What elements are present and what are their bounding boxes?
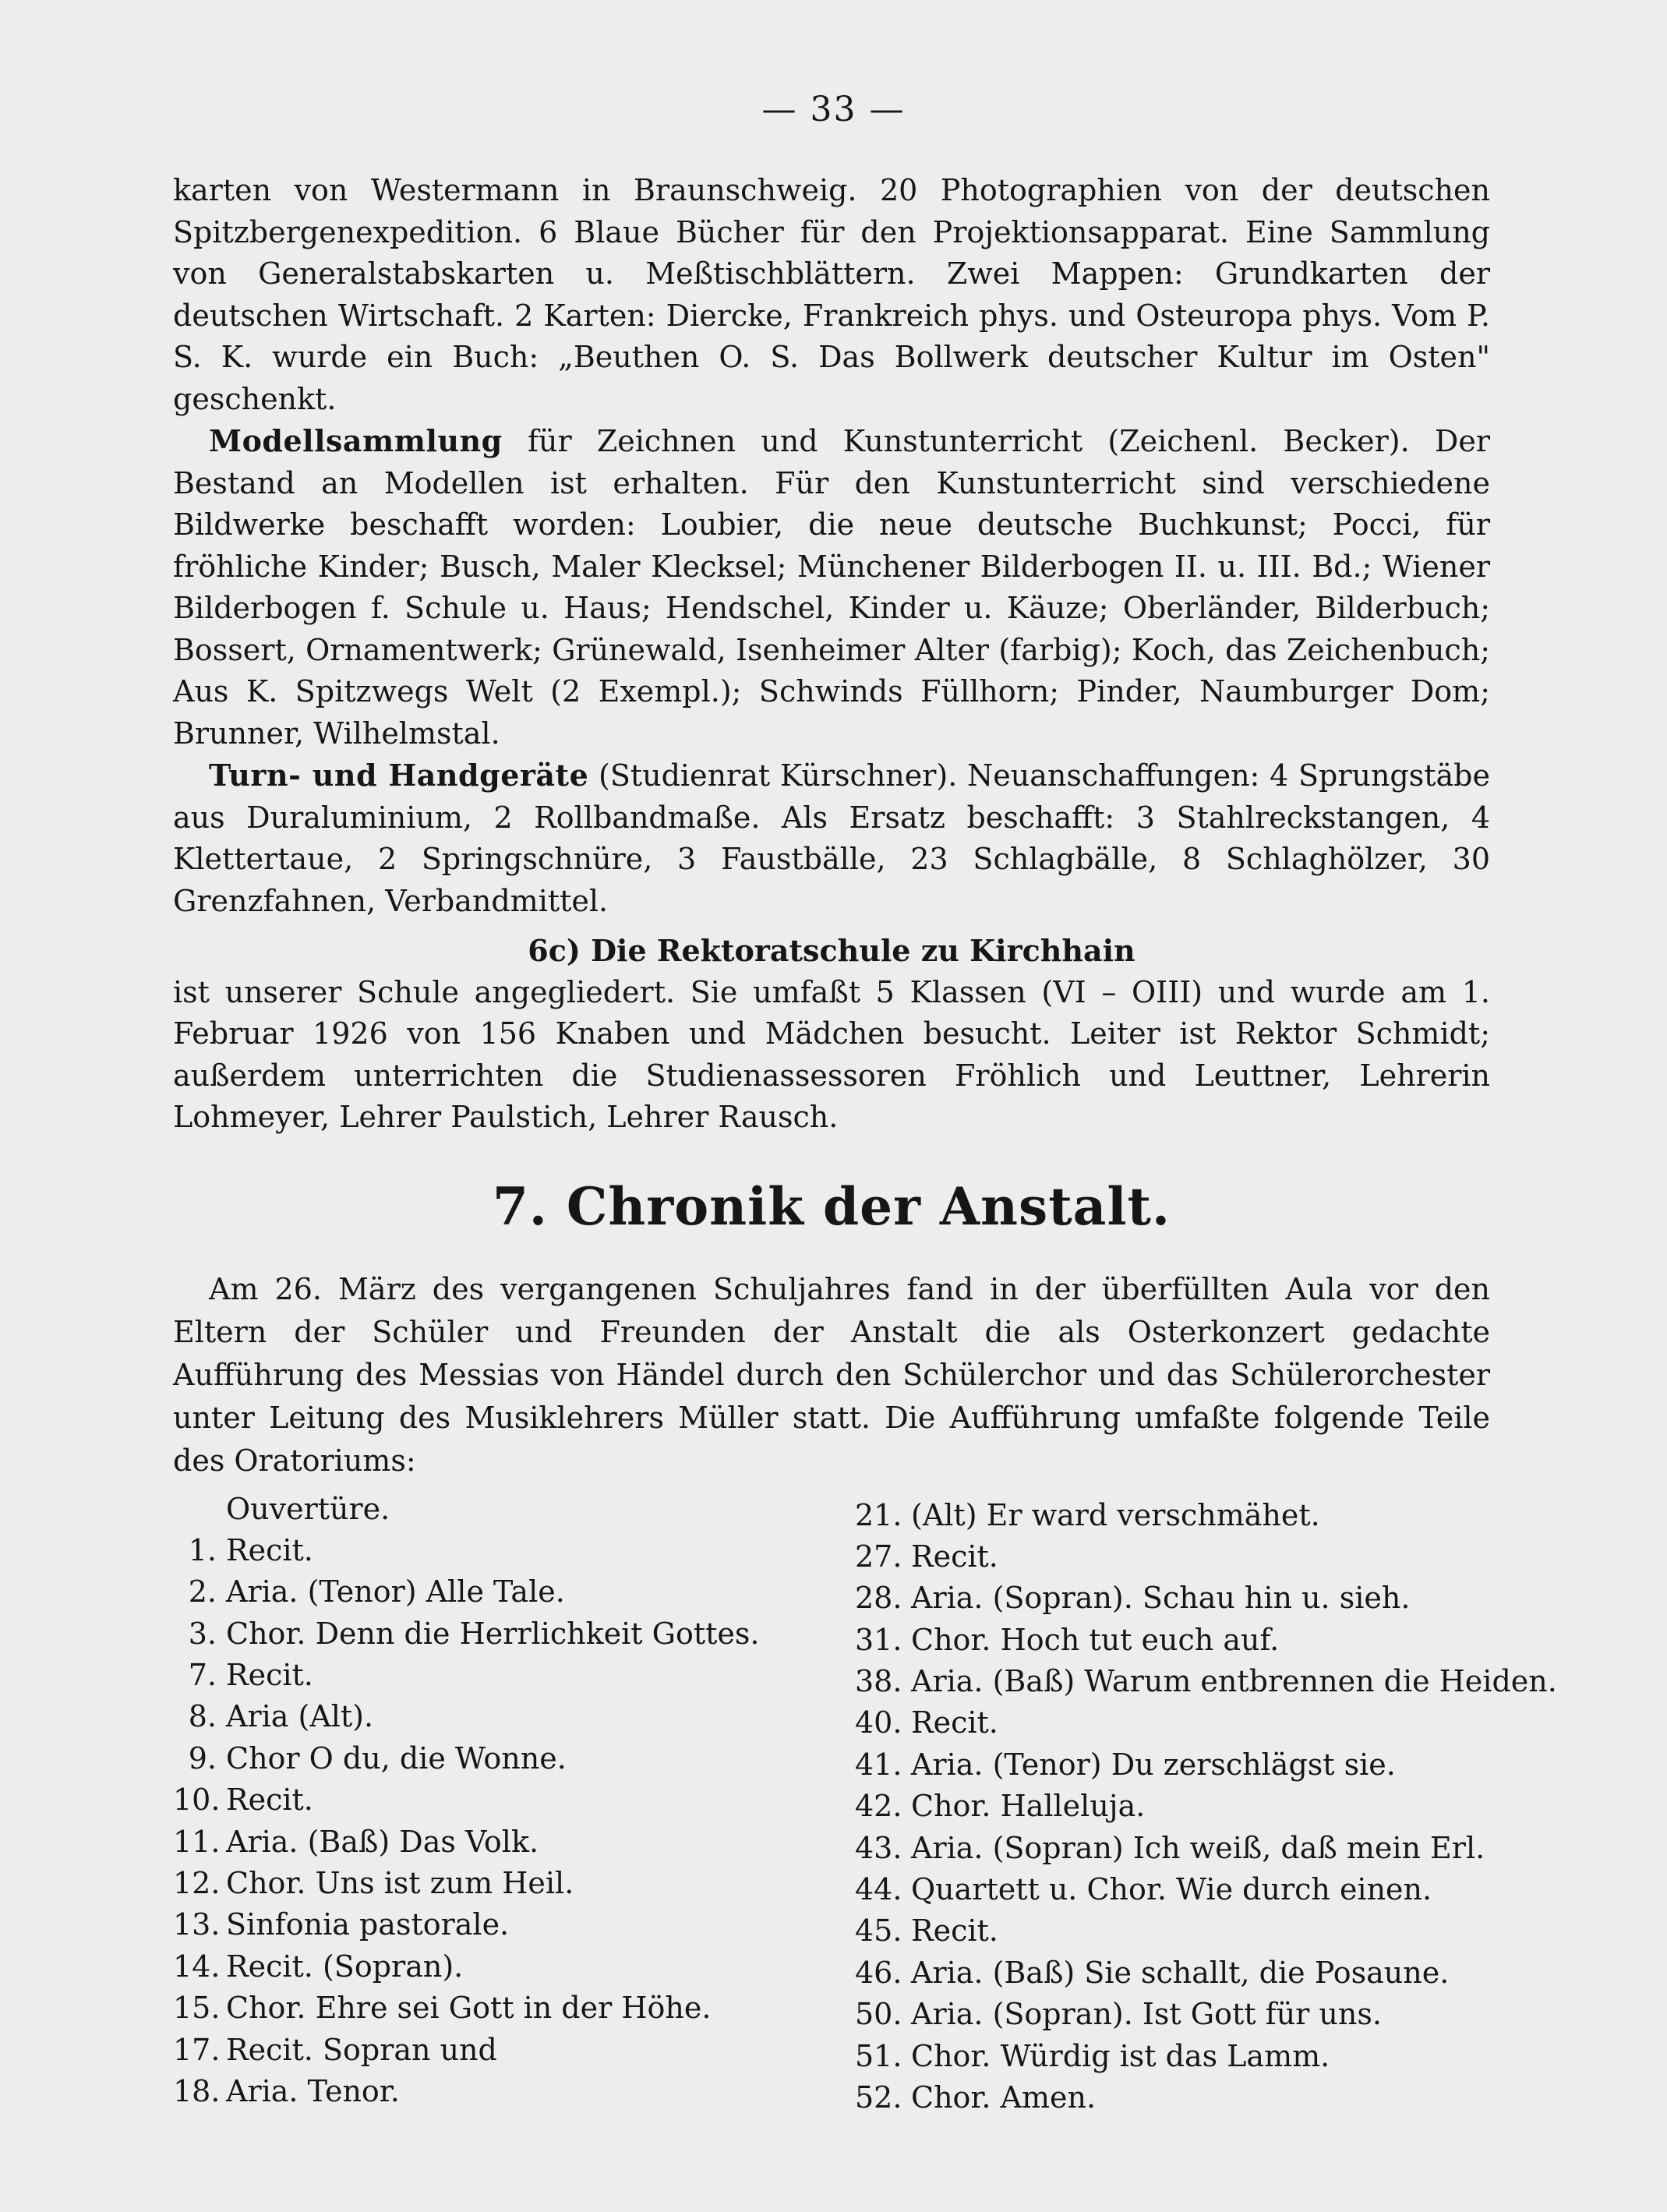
oratorio-item xyxy=(173,1779,851,1821)
oratorio-item-number: 28. xyxy=(855,1581,902,1616)
oratorio-item-number: 17. xyxy=(173,2032,221,2067)
oratorio-item xyxy=(855,1620,1502,1661)
oratorio-item-number: 18. xyxy=(173,2073,221,2108)
oratorio-item-text: Ouvertüre. xyxy=(226,1491,390,1526)
oratorio-item xyxy=(173,1863,851,1904)
oratorio-item-number: 45. xyxy=(855,1913,902,1949)
oratorio-item xyxy=(855,1910,1502,1952)
oratorio-item xyxy=(855,1952,1502,1994)
oratorio-item xyxy=(173,1946,851,1988)
oratorio-item-number: 7. xyxy=(188,1658,217,1693)
oratorio-item-text: Recit. (Sopran). xyxy=(226,1949,464,1984)
oratorio-item xyxy=(855,1744,1502,1786)
oratorio-item-text: Quartett u. Chor. Wie durch einen. xyxy=(911,1872,1432,1907)
oratorio-item xyxy=(855,1702,1502,1744)
oratorio-item-text: Aria. (Tenor) Alle Tale. xyxy=(226,1574,565,1610)
oratorio-item xyxy=(173,2071,851,2112)
oratorio-item xyxy=(173,1696,851,1737)
oratorio-item-text: Chor. Halleluja. xyxy=(911,1789,1146,1824)
oratorio-item-text: Chor. Uns ist zum Heil. xyxy=(226,1866,574,1901)
oratorio-item xyxy=(855,1661,1557,1702)
oratorio-item xyxy=(173,2030,851,2071)
turngeraete-text: (Studienrat Kürschner). Neuanschaffungen: 4 Sprungstäbe aus Duraluminium, 2 Rollbandmaße. Als Ersatz beschafft: 3 Stahlreckstangen, 4 Klettertaue, 2 Springschnüre, 3 Faustbälle, 23 Schlagbälle, 8 Schlaghölzer, 30 Grenzfahnen, Verbandmittel. xyxy=(173,758,1491,918)
oratorio-item-text: Recit. xyxy=(911,1913,998,1949)
oratorio-item-number: 9. xyxy=(188,1740,217,1776)
oratorio-item-text: Recit. xyxy=(226,1532,313,1567)
oratorio-item-text: Aria. (Sopran). Schau hin u. sieh. xyxy=(911,1581,1411,1616)
oratorio-item xyxy=(855,2077,1502,2118)
oratorio-item xyxy=(173,1904,851,1945)
paragraph-maps: karten von Westermann in Braunschweig. 20 Photographien von der deutschen Spitzbergenexpedition. 6 Blaue Bücher für den Projektionsapparat. Eine Sammlung von Generalstabskarten u. Meßtischblättern. Zwei Mappen: Grundkarten der deutschen Wirtschaft. 2 Karten: Diercke, Frankreich phys. und Osteuropa phys. Vom P. S. K. wurde ein Buch: „Beuthen O. S. Das Bollwerk deutscher Kultur im Osten" geschenkt. xyxy=(173,173,1490,416)
oratorio-item-number: 38. xyxy=(855,1664,902,1699)
oratorio-item-number: 1. xyxy=(188,1532,217,1567)
oratorio-item-text: Recit. xyxy=(226,1783,313,1818)
oratorio-item xyxy=(173,1489,851,1530)
oratorio-item-text: Aria. (Sopran). Ist Gott für uns. xyxy=(911,1997,1382,2032)
oratorio-item-number: 12. xyxy=(173,1866,221,1901)
oratorio-item-number: 13. xyxy=(173,1907,221,1942)
oratorio-item-text: (Alt) Er ward verschmähet. xyxy=(911,1497,1320,1532)
oratorio-item-number: 51. xyxy=(855,2038,902,2073)
oratorio-item xyxy=(173,1571,851,1613)
oratorio-item-text: Recit. xyxy=(226,1658,313,1693)
oratorio-item-number: 8. xyxy=(188,1699,217,1734)
oratorio-item-text: Aria (Alt). xyxy=(226,1699,374,1734)
paragraph-turngeraete xyxy=(173,754,1490,922)
oratorio-item-number: 43. xyxy=(855,1830,902,1865)
oratorio-list-left-column xyxy=(173,1489,851,2113)
oratorio-item-number: 42. xyxy=(855,1789,902,1824)
oratorio-item-text: Sinfonia pastorale. xyxy=(226,1907,510,1942)
oratorio-item-number: 10. xyxy=(173,1783,221,1818)
oratorio-item xyxy=(855,1495,1502,1536)
oratorio-list xyxy=(173,1489,1557,2115)
oratorio-item xyxy=(173,1988,851,2029)
paragraph-chronik-intro: Am 26. März des vergangenen Schuljahres fand in der überfüllten Aula vor den Eltern der Schüler und Freunden der Anstalt die als Osterkonzert gedachte Aufführung des Messias von Händel durch den Schülerchor und das Schülerorchester unter Leitung des Musiklehrers Müller statt. Die Aufführung umfaßte folgende Teile des Oratoriums: xyxy=(173,1271,1490,1478)
oratorio-item xyxy=(173,1613,851,1655)
oratorio-item xyxy=(855,1536,1502,1578)
oratorio-item-text: Aria. (Baß) Das Volk. xyxy=(226,1824,539,1859)
page-content xyxy=(173,170,1557,2115)
oratorio-item xyxy=(855,1994,1502,2035)
oratorio-list-right-column xyxy=(855,1495,1557,2119)
page-number: — 33 — xyxy=(761,90,906,129)
oratorio-item xyxy=(173,1738,851,1779)
turngeraete-heading: Turn- und Handgeräte xyxy=(209,758,589,793)
oratorio-item xyxy=(173,1822,851,1863)
oratorio-item-number: 14. xyxy=(173,1949,221,1984)
oratorio-item-text: Aria. (Baß) Sie schallt, die Posaune. xyxy=(911,1955,1450,1990)
oratorio-item-number: 46. xyxy=(855,1955,902,1990)
oratorio-item-text: Chor. Denn die Herrlichkeit Gottes. xyxy=(226,1616,760,1651)
oratorio-item-number: 11. xyxy=(173,1824,221,1859)
oratorio-item-number: 21. xyxy=(855,1497,902,1532)
oratorio-item xyxy=(855,1578,1502,1619)
modellsammlung-text: für Zeichnen und Kunstunterricht (Zeichenl. Becker). Der Bestand an Modellen ist erhalten. Für den Kunstunterricht sind verschiedene Bildwerke beschafft worden: Loubier, die neue deutsche Buchkunst; Pocci, für fröhliche Kinder; Busch, Maler Klecksel; Münchener Bilderbogen II. u. III. Bd.; Wiener Bilderbogen f. Schule u. Haus; Hendschel, Kinder u. Käuze; Oberländer, Bilderbuch; Bossert, Ornamentwerk; Grünewald, Isenheimer Alter (farbig); Koch, das Zeichenbuch; Aus K. Spitzwegs Welt (2 Exempl.); Schwinds Füllhorn; Pinder, Naumburger Dom; Brunner, Wilhelmstal. xyxy=(173,424,1490,751)
oratorio-item-text: Aria. (Sopran) Ich weiß, daß mein Erl. xyxy=(911,1830,1485,1865)
oratorio-item xyxy=(855,1828,1502,1869)
oratorio-item-text: Chor. Würdig ist das Lamm. xyxy=(911,2038,1330,2073)
paragraph-modellsammlung xyxy=(173,420,1490,754)
oratorio-item-number: 31. xyxy=(855,1622,902,1657)
oratorio-item-number: 27. xyxy=(855,1539,902,1574)
oratorio-item xyxy=(855,2036,1502,2077)
oratorio-item xyxy=(855,1786,1502,1827)
oratorio-item xyxy=(173,1530,851,1571)
section-6c-heading: 6c) Die Rektoratschule zu Kirchhain xyxy=(528,933,1135,968)
oratorio-item-text: Aria. (Tenor) Du zerschlägst sie. xyxy=(911,1747,1396,1782)
oratorio-item-text: Chor. Ehre sei Gott in der Höhe. xyxy=(226,1991,712,2026)
oratorio-item-text: Aria. Tenor. xyxy=(226,2073,400,2108)
oratorio-item-number: 40. xyxy=(855,1705,902,1740)
oratorio-item-text: Chor O du, die Wonne. xyxy=(226,1740,567,1776)
oratorio-item xyxy=(173,1655,851,1696)
oratorio-item-text: Recit. xyxy=(911,1539,998,1574)
oratorio-item-number: 52. xyxy=(855,2079,902,2115)
oratorio-item-text: Recit. xyxy=(911,1705,998,1740)
oratorio-item-text: Recit. Sopran und xyxy=(226,2032,497,2067)
chapter-title: 7. Chronik der Anstalt. xyxy=(493,1175,1171,1237)
oratorio-item-text: Chor. Hoch tut euch auf. xyxy=(911,1622,1280,1657)
oratorio-item-text: Aria. (Baß) Warum entbrennen die Heiden. xyxy=(911,1664,1557,1699)
oratorio-item-number: 3. xyxy=(188,1616,217,1651)
modellsammlung-heading: Modellsammlung xyxy=(209,423,503,458)
oratorio-item-number: 41. xyxy=(855,1747,902,1782)
oratorio-item-text: Chor. Amen. xyxy=(911,2079,1097,2115)
oratorio-item-number: 50. xyxy=(855,1997,902,2032)
paragraph-rektoratschule: ist unserer Schule angegliedert. Sie umfaßt 5 Klassen (VI – OIII) und wurde am 1. Februar 1926 von 156 Knaben und Mädchen besucht. Leiter ist Rektor Schmidt; außerdem unterrichten die Studienassessoren Fröhlich und Leuttner, Lehrerin Lohmeyer, Lehrer Paulstich, Lehrer Rausch. xyxy=(173,974,1490,1134)
oratorio-item-number: 15. xyxy=(173,1991,221,2026)
oratorio-item xyxy=(855,1869,1502,1910)
oratorio-item-number: 2. xyxy=(188,1574,217,1610)
oratorio-item-number: 44. xyxy=(855,1872,902,1907)
